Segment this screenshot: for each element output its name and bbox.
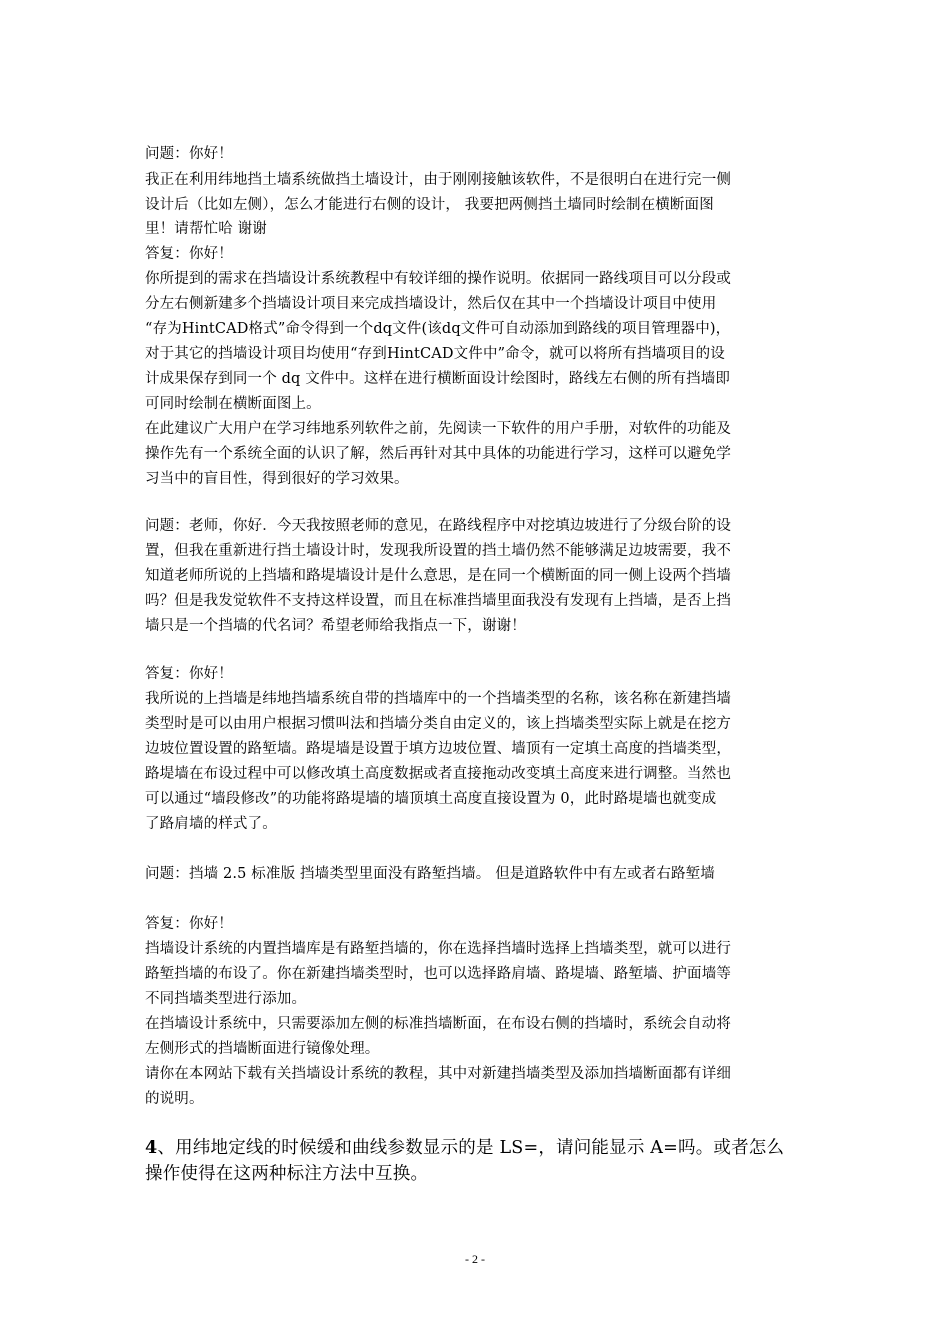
qa2-answer-line: 类型时是可以由用户根据习惯叫法和挡墙分类自由定义的，该上挡墙类型实际上就是在挖方	[145, 716, 731, 732]
question-4-text: 、用纬地定线的时候缓和曲线参数显示的是 LS=，请问能显示 A=吗。或者怎么	[157, 1138, 785, 1158]
qa2-question-line: 知道老师所说的上挡墙和路堤墙设计是什么意思，是在同一个横断面的同一侧上设两个挡墙	[145, 568, 731, 584]
question-4-number: 4	[145, 1138, 158, 1158]
qa3-answer-line: 请你在本网站下载有关挡墙设计系统的教程，其中对新建挡墙类型及添加挡墙断面都有详细	[145, 1066, 731, 1082]
qa1-answer-line: 你所提到的需求在挡墙设计系统教程中有较详细的操作说明。依据同一路线项目可以分段或	[145, 271, 731, 287]
qa1-answer-line: 操作先有一个系统全面的认识了解，然后再针对其中具体的功能进行学习，这样可以避免学	[145, 446, 731, 462]
qa1-answer-line: 习当中的盲目性，得到很好的学习效果。	[145, 471, 409, 487]
qa1-question-line: 里！请帮忙哈 谢谢	[145, 221, 267, 237]
qa3-answer-line: 路堑挡墙的布设了。你在新建挡墙类型时，也可以选择路肩墙、路堤墙、路堑墙、护面墙等	[145, 966, 731, 982]
qa3-answer-line: 的说明。	[145, 1091, 204, 1107]
page-number: - 2 -	[465, 1252, 485, 1266]
qa1-answer-line: 分左右侧新建多个挡墙设计项目来完成挡墙设计，然后仅在其中一个挡墙设计项目中使用	[145, 296, 717, 312]
qa2-answer-line: 边坡位置设置的路堑墙。路堤墙是设置于填方边坡位置、墙顶有一定填土高度的挡墙类型，	[145, 741, 731, 757]
qa1-question-line: 我正在利用纬地挡土墙系统做挡土墙设计，由于刚刚接触该软件，不是很明白在进行完一侧	[145, 172, 731, 188]
qa2-question-line: 吗？但是我发觉软件不支持这样设置，而且在标准挡墙里面我没有发现有上挡墙，是否上挡	[145, 593, 731, 609]
qa1-answer-line: 对于其它的挡墙设计项目均使用“存到HintCAD文件中”命令，就可以将所有挡墙项目的设	[145, 346, 725, 362]
qa2-question-line: 置，但我在重新进行挡土墙设计时，发现我所设置的挡土墙仍然不能够满足边坡需要，我不	[145, 543, 731, 559]
qa1-question-line: 问题：你好！	[145, 146, 233, 162]
qa2-answer-line: 答复：你好！	[145, 666, 233, 682]
question-4-line: 操作使得在这两种标注方法中互换。	[145, 1164, 429, 1184]
question-4-line	[145, 1137, 825, 1159]
qa2-answer-line: 路堤墙在布设过程中可以修改填土高度数据或者直接拖动改变填土高度来进行调整。当然也	[145, 766, 731, 782]
qa1-answer-line: 在此建议广大用户在学习纬地系列软件之前，先阅读一下软件的用户手册，对软件的功能及	[145, 421, 731, 437]
qa2-answer-line: 我所说的上挡墙是纬地挡墙系统自带的挡墙库中的一个挡墙类型的名称，该名称在新建挡墙	[145, 691, 731, 707]
qa1-answer-line: 答复：你好！	[145, 246, 233, 262]
qa3-answer-line: 在挡墙设计系统中，只需要添加左侧的标准挡墙断面，在布设右侧的挡墙时，系统会自动将	[145, 1016, 731, 1032]
qa1-answer-line: 可同时绘制在横断面图上。	[145, 396, 321, 412]
qa1-answer-line: 计成果保存到同一个 dq 文件中。这样在进行横断面设计绘图时，路线左右侧的所有挡墙即	[145, 371, 731, 387]
qa2-answer-line: 了路肩墙的样式了。	[145, 816, 277, 832]
qa1-answer-line: “存为HintCAD格式”命令得到一个dq文件(该dq文件可自动添加到路线的项目管理器中)，	[145, 321, 731, 337]
qa3-answer-line: 挡墙设计系统的内置挡墙库是有路堑挡墙的，你在选择挡墙时选择上挡墙类型，就可以进行	[145, 941, 731, 957]
qa3-answer-line: 不同挡墙类型进行添加。	[145, 991, 307, 1007]
qa1-question-line: 设计后（比如左侧），怎么才能进行右侧的设计， 我要把两侧挡土墙同时绘制在横断面图	[145, 197, 714, 213]
qa3-answer-line: 左侧形式的挡墙断面进行镜像处理。	[145, 1041, 380, 1057]
qa3-question-line: 问题：挡墙 2.5 标准版 挡墙类型里面没有路堑挡墙。 但是道路软件中有左或者右路堑墙	[145, 866, 715, 882]
qa2-question-line: 问题：老师，你好．今天我按照老师的意见，在路线程序中对挖填边坡进行了分级台阶的设	[145, 518, 731, 534]
qa3-answer-line: 答复：你好！	[145, 916, 233, 932]
qa2-answer-line: 可以通过“墙段修改”的功能将路堤墙的墙顶填土高度直接设置为 0，此时路堤墙也就变成	[145, 791, 717, 807]
qa2-question-line: 墙只是一个挡墙的代名词？希望老师给我指点一下，谢谢！	[145, 618, 526, 634]
